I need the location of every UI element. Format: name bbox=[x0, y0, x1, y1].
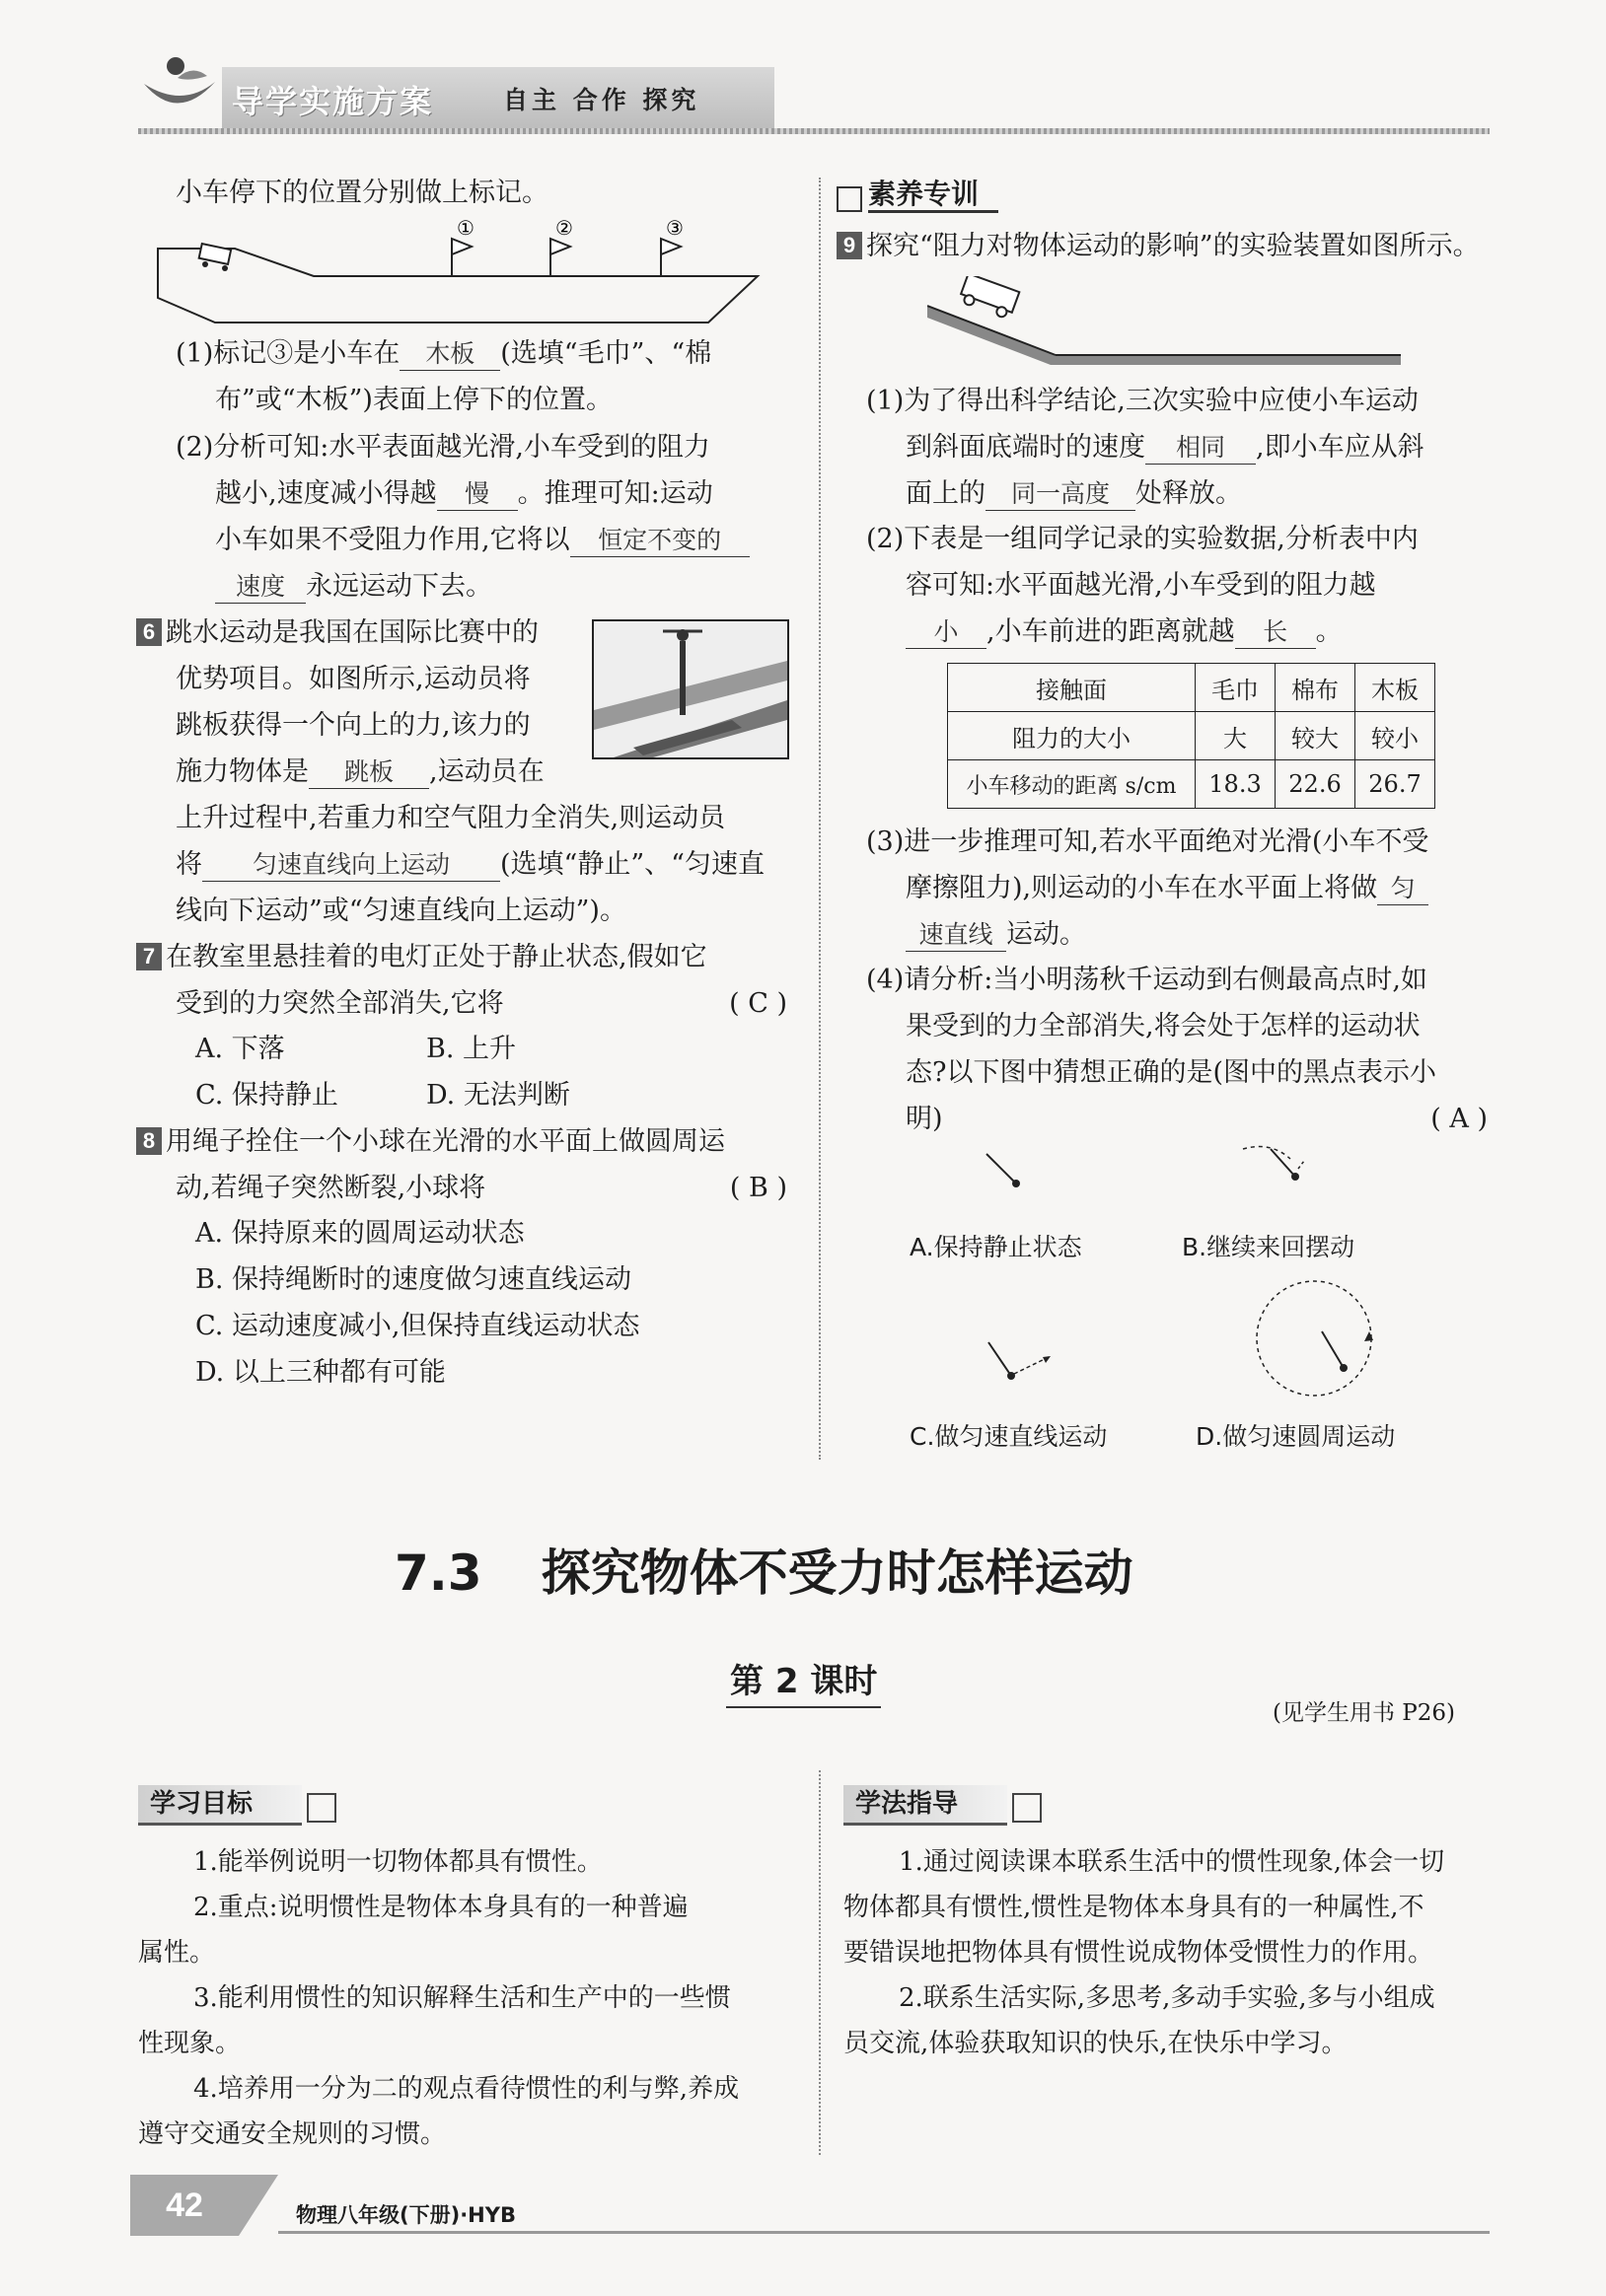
table-cell: 阻力的大小 bbox=[948, 712, 1196, 760]
list-item: 要错误地把物体具有惯性说成物体受惯性力的作用。 bbox=[843, 1938, 1434, 1968]
header-rule bbox=[138, 128, 1490, 134]
q8-number: 8 bbox=[136, 1127, 162, 1155]
q9-answer-4[interactable]: 长 bbox=[1235, 616, 1316, 649]
list-item: 3.能利用惯性的知识解释生活和生产中的一些惯 bbox=[193, 1983, 731, 2013]
list-item: 4.培养用一分为二的观点看待惯性的利与弊,养成 bbox=[193, 2074, 740, 2104]
q9-part4: (4)请分析:当小明荡秋千运动到右侧最高点时,如 果受到的力全部消失,将会处于怎样的运动状 态?以下图中猜想正确的是(图中的黑点表示小 明) ( A ) bbox=[866, 957, 1488, 1142]
header-logo bbox=[138, 54, 222, 128]
intro-text: 小车停下的位置分别做上标记。 bbox=[176, 178, 548, 208]
page-number: 42 bbox=[130, 2175, 239, 2236]
table-cell: 大 bbox=[1196, 712, 1276, 760]
figure-b bbox=[1241, 1139, 1320, 1208]
list-item: 性现象。 bbox=[138, 2029, 242, 2058]
q9-answer-1[interactable]: 相同 bbox=[1145, 432, 1256, 465]
list-item: 2.重点:说明惯性是物体本身具有的一种普遍 bbox=[193, 1893, 689, 1922]
q7-option-c[interactable]: C. 保持静止 bbox=[195, 1080, 338, 1111]
q9-part1: (1)为了得出科学结论,三次实验中应使小车运动 到斜面底端时的速度 相同 ,即小车应从斜 面上的 同一高度 处释放。 bbox=[866, 386, 1424, 509]
header-title: 导学实施方案 bbox=[232, 83, 434, 120]
q6-cont: 上升过程中,若重力和空气阻力全消失,则运动员 将 匀速直线向上运动 (选填“静止”、“匀速直 线向下运动”或“匀速直线向上运动”)。 bbox=[176, 803, 765, 926]
list-item: 属性。 bbox=[138, 1938, 216, 1968]
q5-part2: (2)分析可知:水平表面越光滑,小车受到的阻力 越小,速度减小得越 慢 。推理可知:运动 小车如果不受阻力作用,它将以 恒定不变的 速度 永远运动下去。 bbox=[176, 424, 787, 610]
q6-answer-2[interactable]: 匀速直线向上运动 bbox=[202, 849, 500, 882]
q9-part2: (2)下表是一组同学记录的实验数据,分析表中内 容可知:水平面越光滑,小车受到的阻力越 小 ,小车前进的距离就越 长 。 bbox=[866, 524, 1419, 647]
q8: 8 用绳子拴住一个小球在光滑的水平面上做圆周运 动,若绳子突然断裂,小球将 ( B ) bbox=[136, 1118, 787, 1211]
mark-3: ③ bbox=[666, 219, 684, 240]
q6-number: 6 bbox=[136, 618, 162, 646]
pointer-icon bbox=[1012, 1793, 1042, 1823]
table-header: 接触面 bbox=[948, 664, 1196, 712]
table-cell: 较大 bbox=[1276, 712, 1355, 760]
q8-option-a[interactable]: A. 保持原来的圆周运动状态 bbox=[195, 1218, 525, 1249]
q7-option-a[interactable]: A. 下落 bbox=[195, 1034, 285, 1064]
table-header: 木板 bbox=[1355, 664, 1435, 712]
guide-list bbox=[843, 1839, 1504, 2066]
header-subtitle: 自主 合作 探究 bbox=[503, 86, 700, 114]
lesson-period: 第 2 课时 bbox=[726, 1654, 881, 1708]
q5-answer-4[interactable]: 速度 bbox=[215, 571, 306, 604]
q7-option-b[interactable]: B. 上升 bbox=[426, 1034, 517, 1064]
lesson-title: 7.3 探究物体不受力时怎样运动 bbox=[395, 1544, 1133, 1602]
q8-answer[interactable]: ( B ) bbox=[729, 1173, 787, 1203]
q9-answer-3[interactable]: 小 bbox=[906, 616, 986, 649]
caption-d: D.做匀速圆周运动 bbox=[1196, 1422, 1396, 1451]
mark-1: ① bbox=[457, 219, 474, 240]
ramp-diagram bbox=[927, 276, 1401, 370]
q8-option-b[interactable]: B. 保持绳断时的速度做匀速直线运动 bbox=[195, 1264, 632, 1295]
q9-answer-6[interactable]: 速直线 bbox=[906, 919, 1006, 952]
list-item: 遵守交通安全规则的习惯。 bbox=[138, 2119, 447, 2149]
footer-book: 物理八年级(下册)·HYB bbox=[296, 2203, 516, 2227]
q9-number: 9 bbox=[837, 232, 862, 259]
table-header: 棉布 bbox=[1276, 664, 1355, 712]
footer-band bbox=[239, 2175, 278, 2236]
q9-title: 9 探究“阻力对物体运动的影响”的实验装置如图所示。 bbox=[837, 223, 1488, 269]
q9-answer-7[interactable]: ( A ) bbox=[1430, 1104, 1488, 1134]
table-cell: 18.3 bbox=[1196, 760, 1276, 809]
caption-c: C.做匀速直线运动 bbox=[910, 1422, 1108, 1451]
q9-answer-5[interactable]: 匀 bbox=[1377, 873, 1428, 905]
q7: 7 在教室里悬挂着的电灯正处于静止状态,假如它 受到的力突然全部消失,它将 ( C ) bbox=[136, 934, 787, 1027]
column-divider bbox=[819, 178, 821, 1460]
list-item: 1.能举例说明一切物体都具有惯性。 bbox=[193, 1847, 603, 1877]
table-cell: 26.7 bbox=[1355, 760, 1435, 809]
table-header: 毛巾 bbox=[1196, 664, 1276, 712]
caption-b: B.继续来回摆动 bbox=[1182, 1233, 1355, 1261]
figure-c bbox=[986, 1336, 1065, 1396]
q7-option-d[interactable]: D. 无法判断 bbox=[426, 1080, 570, 1111]
list-item: 员交流,体验获取知识的快乐,在快乐中学习。 bbox=[843, 2029, 1348, 2058]
diving-image bbox=[592, 619, 789, 759]
arrow-icon bbox=[837, 186, 862, 212]
q5-part1: (1)标记③是小车在 木板 (选填“毛巾”、“棉 布”或“木板”)表面上停下的位置。 bbox=[176, 338, 712, 415]
q8-option-c[interactable]: C. 运动速度减小,但保持直线运动状态 bbox=[195, 1311, 640, 1341]
table-row bbox=[948, 760, 1435, 809]
table-cell: 较小 bbox=[1355, 712, 1435, 760]
list-item: 1.通过阅读课本联系生活中的惯性现象,体会一切 bbox=[899, 1847, 1445, 1877]
q9-part3: (3)进一步推理可知,若水平面绝对光滑(小车不受 摩擦阻力),则运动的小车在水平面上将做 匀 速直线 运动。 bbox=[866, 826, 1429, 950]
pointer-icon bbox=[307, 1793, 336, 1823]
guide-header: 学法指导 bbox=[843, 1783, 1042, 1823]
list-item: 2.联系生活实际,多思考,多动手实验,多与小组成 bbox=[899, 1983, 1435, 2013]
q8-option-d[interactable]: D. 以上三种都有可能 bbox=[195, 1357, 446, 1388]
goals-list bbox=[138, 1839, 794, 2157]
q6-answer-1[interactable]: 跳板 bbox=[309, 756, 429, 789]
caption-a: A.保持静止状态 bbox=[910, 1233, 1082, 1261]
q7-number: 7 bbox=[136, 943, 162, 970]
figure-a bbox=[977, 1144, 1036, 1203]
q5-answer-1[interactable]: 木板 bbox=[400, 338, 500, 371]
footer-rule bbox=[278, 2231, 1490, 2234]
goals-header: 学习目标 bbox=[138, 1783, 336, 1823]
q5-answer-3[interactable]: 恒定不变的 bbox=[570, 525, 750, 557]
lesson-ref: (见学生用书 P26) bbox=[1273, 1700, 1455, 1726]
data-table bbox=[947, 663, 1435, 809]
section-header: 素养专训 bbox=[837, 173, 998, 212]
column-divider-2 bbox=[819, 1770, 821, 2155]
figure-d bbox=[1253, 1277, 1381, 1405]
q7-answer[interactable]: ( C ) bbox=[729, 988, 787, 1019]
q9-answer-2[interactable]: 同一高度 bbox=[986, 478, 1135, 511]
table-row bbox=[948, 712, 1435, 760]
table-cell: 22.6 bbox=[1276, 760, 1355, 809]
table-cell: 小车移动的距离 s/cm bbox=[948, 760, 1196, 809]
mark-2: ② bbox=[555, 219, 573, 240]
list-item: 物体都具有惯性,惯性是物体本身具有的一种属性,不 bbox=[843, 1893, 1424, 1922]
q6: 6 跳水运动是我国在国际比赛中的 优势项目。如图所示,运动员将 跳板获得一个向上的力,该力的 施力物体是 跳板 ,运动员在 bbox=[136, 610, 600, 795]
track-diagram bbox=[156, 219, 767, 327]
q5-answer-2[interactable]: 慢 bbox=[437, 478, 518, 511]
